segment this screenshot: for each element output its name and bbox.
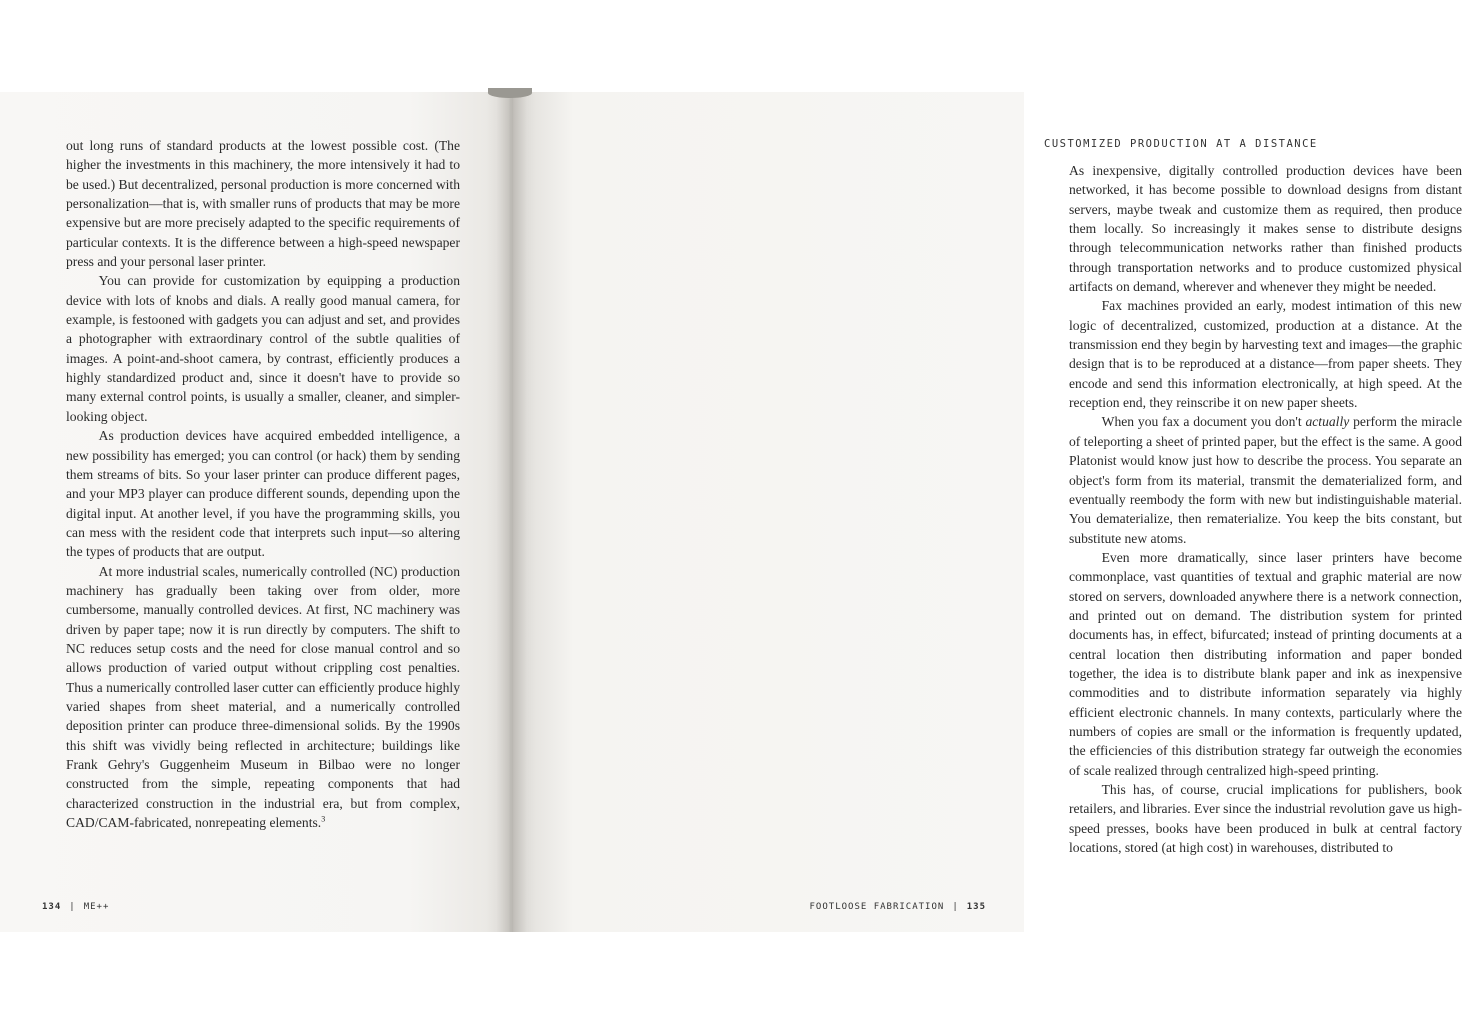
page-number: 135 bbox=[966, 902, 986, 912]
page-number: 134 bbox=[42, 902, 62, 912]
paragraph: out long runs of standard products at the lowest possible cost. (The higher the investments in this machinery, the more intensively it had to be used.) But decentralized, personal production is more concerned with personalization—that is, with smaller runs of products that may be more expensive but are more precisely adapted to the specific requirements of particular contexts. It is the difference between a high-speed newspaper press and your personal laser printer. bbox=[66, 138, 460, 270]
open-book bbox=[0, 92, 1462, 932]
folio-separator: | bbox=[69, 902, 76, 912]
paragraph: This has, of course, crucial implications for publishers, book retailers, and libraries. Ever since the industrial revolution gave us high-speed presses, books have been produced in bulk at central factory locations, stored (at high cost) in warehouses, distributed to bbox=[1069, 782, 1462, 856]
paragraph bbox=[1069, 412, 1462, 547]
right-page bbox=[512, 92, 1462, 932]
left-page bbox=[0, 92, 512, 932]
paragraph-lead: When you fax a document you don't bbox=[1101, 414, 1302, 430]
paragraph-text: perform the miracle of teleporting a sheet of printed paper, but the effect is the same. A good Platonist would know just how to describe the process. You separate an object's form from its material, transmit the dematerialized form, and eventually reembody the form with new but indistinguishable material. You dematerialize, then rematerialize. You keep the bits constant, but substitute new atoms. bbox=[1069, 414, 1462, 546]
left-page-body bbox=[66, 136, 460, 832]
folio-separator: | bbox=[952, 902, 959, 912]
paragraph bbox=[66, 562, 460, 833]
right-folio bbox=[810, 902, 986, 912]
right-page-body bbox=[1069, 161, 1462, 857]
running-head: ME++ bbox=[83, 902, 110, 912]
footnote-marker[interactable]: 3 bbox=[321, 814, 326, 824]
left-folio bbox=[42, 902, 109, 912]
book-spine bbox=[488, 88, 532, 98]
paragraph: As production devices have acquired embedded intelligence, a new possibility has emerged; you can control (or hack) them by sending them streams of bits. So your laser printer can produce different pages, and your MP3 player can produce different sounds, depending upon the digital input. At another level, if you have the programming skills, you can mess with the resident code that interprets such input—so altering the types of products that are output. bbox=[66, 428, 460, 560]
section-heading: CUSTOMIZED PRODUCTION AT A DISTANCE bbox=[1044, 138, 1318, 150]
paragraph-text: At more industrial scales, numerically controlled (NC) production machinery has gradually been taking over from older, more cumbersome, manually controlled devices. At first, NC machinery was driven by paper tape; now it is run directly by computers. The shift to NC reduces setup costs and the need for close manual control and so allows production of varied output without crippling cost penalties. Thus a numerically controlled laser cutter can efficiently produce highly varied shapes from sheet material, and a numerically controlled deposition printer can produce three-dimensional solids. By the 1990s this shift was vividly being reflected in architecture; buildings like Frank Gehry's Guggenheim Museum in Bilbao were no longer constructed from the simple, repeating components that had characterized construction in the industrial era, but from complex, CAD/CAM-fabricated, nonrepeating elements. bbox=[66, 563, 460, 831]
paragraph: You can provide for customization by equipping a production device with lots of knobs and dials. A really good manual camera, for example, is festooned with gadgets you can adjust and set, and provides a photographer with extraordinary control of the subtle qualities of images. A point-and-shoot camera, by contrast, efficiently produces a highly standardized product and, since it doesn't have to provide so many external control points, is usually a smaller, cleaner, and simpler-looking object. bbox=[66, 273, 460, 424]
paragraph: As inexpensive, digitally controlled production devices have been networked, it has become possible to download designs from distant servers, maybe tweak and customize them as required, then produce them locally. So increasingly it makes sense to distribute designs through telecommunication networks rather than finished products through transportation networks and to produce customized physical artifacts on demand, wherever and whenever they might be needed. bbox=[1069, 163, 1462, 295]
emphasis: actually bbox=[1305, 414, 1350, 430]
paragraph: Even more dramatically, since laser printers have become commonplace, vast quantities of textual and graphic material are now stored on servers, downloaded anywhere there is a network connection, and printed out on demand. The distribution system for printed documents has, in effect, bifurcated; instead of printing documents at a central location then distributing information and paper bonded together, the idea is to distribute blank paper and ink as inexpensive commodities and to distribute information separately via highly efficient electronic channels. In many contexts, particularly where the numbers of copies are small or the information is frequently updated, the efficiencies of this distribution strategy far outweigh the economies of scale realized through centralized high-speed printing. bbox=[1069, 549, 1462, 778]
paragraph: Fax machines provided an early, modest intimation of this new logic of decentralized, customized, production at a distance. At the transmission end they begin by harvesting text and images—the graphic design that is to be reproduced at a distance—from paper sheets. They encode and send this information electronically, at high speed. At the reception end, they reinscribe it on new paper sheets. bbox=[1069, 298, 1462, 411]
running-head: FOOTLOOSE FABRICATION bbox=[809, 902, 945, 912]
